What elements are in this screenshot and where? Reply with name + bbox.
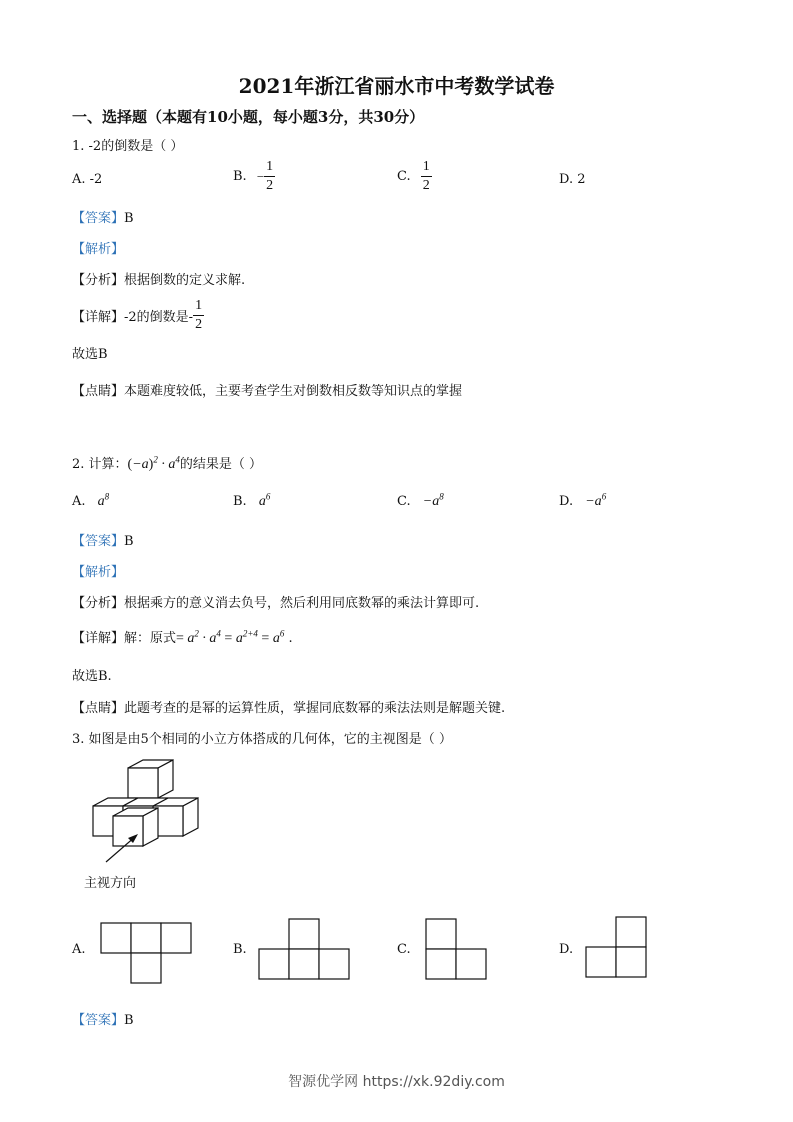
q2-analysis-tag: 【解析】	[72, 565, 125, 580]
q3-option-b-figure	[258, 918, 353, 983]
q1-stem: 1. -2的倒数是（ ）	[72, 139, 184, 154]
q2-dianjing: 【点睛】此题考查的是幂的运算性质，掌握同底数幂的乘法法则是解题关键.	[72, 701, 506, 716]
q1-option-b: B. − $\frac{1}{2}$	[233, 159, 274, 193]
q2-option-c: C. $-a^8$	[397, 491, 444, 509]
q1-option-d: D. 2	[559, 172, 586, 187]
q3-option-c-figure	[425, 918, 490, 983]
q3-option-d-figure	[585, 916, 650, 981]
footer-watermark: 智源优学网 https://xk.92diy.com	[288, 1074, 505, 1090]
q1-option-c: C. $\frac{1}{2}$	[397, 159, 430, 193]
q2-fenxi: 【分析】根据乘方的意义消去负号，然后利用同底数幂的乘法计算即可.	[72, 596, 480, 611]
q3-option-a-figure	[100, 922, 195, 987]
q1-guxuan: 故选B	[72, 347, 108, 362]
q1-dianjing: 【点睛】本题难度较低，主要考查学生对倒数相反数等知识点的掌握	[72, 384, 463, 399]
q1-fenxi: 【分析】根据倒数的定义求解.	[72, 273, 246, 288]
q2-answer: 【答案】B	[72, 534, 134, 549]
q3-solid-figure	[80, 758, 210, 868]
page-title: 2021年浙江省丽水市中考数学试卷	[238, 74, 555, 98]
view-direction-label: 主视方向	[84, 876, 137, 891]
q3-answer: 【答案】B	[72, 1013, 134, 1028]
q1-answer: 【答案】B	[72, 211, 134, 226]
q1-analysis-tag: 【解析】	[72, 242, 125, 257]
q3-option-c-label: C.	[397, 942, 411, 957]
q2-option-b: B. $a^6$	[233, 491, 271, 509]
q3-stem: 3. 如图是由5个相同的小立方体搭成的几何体，它的主视图是（ ）	[72, 732, 452, 747]
q3-option-a-label: A.	[72, 942, 86, 957]
q3-option-b-label: B.	[233, 942, 247, 957]
q1-xiangjie: 【详解】-2的倒数是- $\frac{1}{2}$	[72, 298, 203, 332]
q2-stem: 2. 计算：$(-a)^2 \cdot a^4$的结果是（ ）	[72, 454, 262, 472]
section-heading: 一、选择题（本题有10小题，每小题3分，共30分）	[72, 108, 425, 126]
q2-guxuan: 故选B.	[72, 669, 112, 684]
q1-option-a: A. -2	[72, 172, 103, 187]
q2-option-a: A. $a^8$	[72, 491, 110, 509]
q3-option-d-label: D.	[559, 942, 574, 957]
q2-option-d: D. $-a^6$	[559, 491, 607, 509]
q2-xiangjie: 【详解】解：原式= $a^2 \cdot a^4 = a^{2+4} = a^6$ .	[72, 628, 293, 646]
